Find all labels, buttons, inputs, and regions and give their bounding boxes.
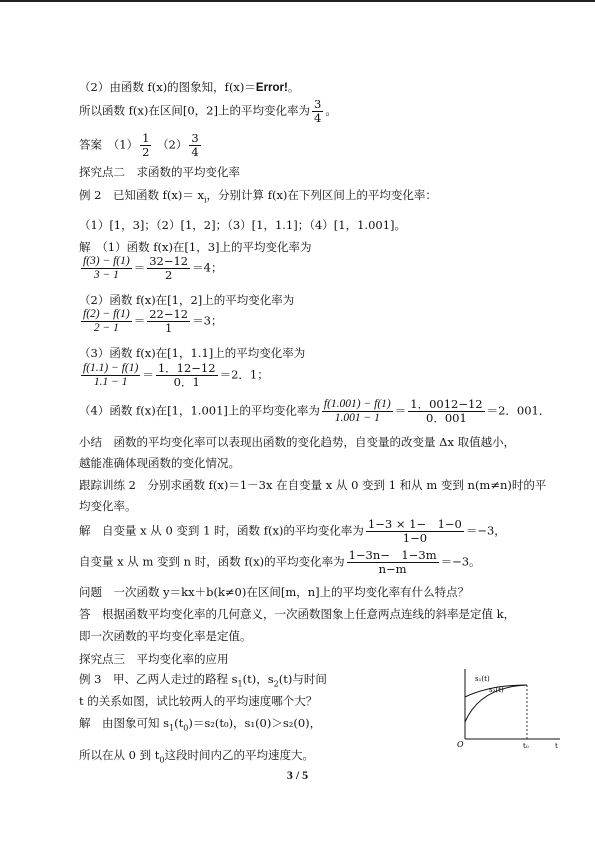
example-3-c: 解 由图象可知 $s_1(t_0)=s_2(t_0)$，s₁(0)＞s₂(0)，	[79, 716, 322, 733]
section-3-heading: 探究点三 平均变化率的应用	[79, 652, 229, 666]
line-1: （2）由函数 f(x)的图象知，f(x)＝Error!。	[79, 80, 300, 94]
label-t: t	[555, 742, 558, 749]
answer-2: 即一次函数的平均变化率是定值。	[79, 629, 252, 643]
intervals: （1）[1，3]；（2）[1，2]；（3）[1，1.1]；（4）[1，1.001]。	[79, 218, 407, 232]
formula-1: $\frac{f(3) - f(1)}{3 - 1}$ ＝ $\frac{32-12}{2}$ ＝4；	[83, 254, 223, 282]
training-2: 均变化率。	[79, 499, 137, 513]
formula-2: $\frac{f(2) - f(1)}{2 - 1}$ ＝ $\frac{22-12}{1}$ ＝3；	[83, 307, 223, 335]
top-rule	[0, 0, 595, 2]
summary-2: 越能准确体现函数的变化情况。	[79, 456, 240, 470]
solution-2: （2）函数 f(x)在[1，2]上的平均变化率为	[79, 293, 295, 307]
label-origin: O	[457, 740, 464, 749]
training-solution-2: 自变量 x 从 m 变到 n 时，函数 f(x)的平均变化率为 $\frac{1-3n- 1-3m}{n-m}$ ＝−3。	[79, 548, 481, 576]
example-3-d: 所以在从 0 到 $t_0$这段时间内乙的平均速度大。	[79, 748, 314, 765]
question: 问题 一次函数 y＝kx＋b(k≠0)在区间[m，n]上的平均变化率有什么特点？	[79, 585, 470, 599]
label-t0: t₀	[523, 742, 529, 749]
formula-3: $\frac{f(1.1) - f(1)}{1.1 - 1}$ ＝ $\frac{1.12-12}{0.1}$ ＝2．1；	[83, 361, 269, 389]
distance-time-graph	[455, 667, 565, 749]
section-2-heading: 探究点二 求函数的平均变化率	[79, 165, 240, 179]
example-3-b: t 的关系如图，试比较两人的平均速度哪个大？	[79, 694, 318, 708]
label-s2: s₂(t)	[489, 686, 504, 694]
solution-4: （4）函数 f(x)在[1，1.001]上的平均变化率为 $\frac{f(1.001) - f(1)}{1.001 - 1}$ ＝ $\frac{1.0012-12}{0.001}$ ＝2．001．	[79, 397, 551, 425]
solution-1: 解 （1）函数 f(x)在[1，3]上的平均变化率为	[79, 240, 312, 254]
answer-line: 答案 （1） $\frac{1}{2}$ （2） $\frac{3}{4}$	[79, 131, 199, 159]
training-solution-1: 解 自变量 x 从 0 变到 1 时，函数 f(x)的平均变化率为 $\frac{1-3 \times 1- 1-0}{1-0}$ ＝−3，	[79, 517, 506, 545]
solution-3: （3）函数 f(x)在[1，1.1]上的平均变化率为	[79, 346, 306, 360]
training-1: 跟踪训练 2 分别求函数 f(x)＝1－3x 在自变量 x 从 0 变到 1 和从 m 变到 n(m≠n)时的平	[79, 478, 547, 492]
example-3-a: 例 3 甲、乙两人走过的路程 $s_1(t)$，$s_2(t)$与时间	[79, 672, 327, 689]
summary-1: 小结 函数的平均变化率可以表现出函数的变化趋势，自变量的改变量 Δx 取值越小，	[79, 435, 516, 449]
answer-1: 答 根据函数平均变化率的几何意义，一次函数图象上任意两点连线的斜率是定值 k，	[79, 607, 516, 621]
label-s1: s₁(t)	[475, 675, 490, 683]
line-2: 所以函数 f(x)在区间[0，2]上的平均变化率为 $\frac{3}{4}$ 。	[79, 97, 337, 125]
page-number: 3 / 5	[286, 768, 309, 782]
example-2: 例 2 已知函数 $f(x)= x_i$，分别计算 f(x)在下列区间上的平均变化率：	[79, 188, 437, 205]
